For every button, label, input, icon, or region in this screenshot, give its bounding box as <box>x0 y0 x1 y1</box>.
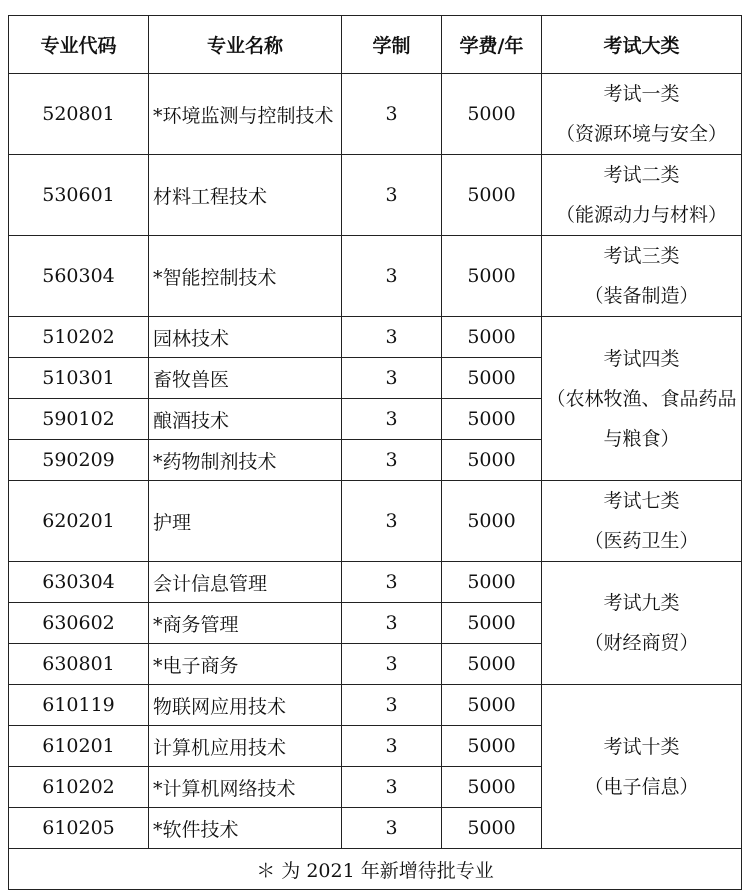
major-code: 630304 <box>9 562 149 603</box>
major-years: 3 <box>342 726 442 767</box>
exam-category <box>542 685 742 849</box>
major-fee: 5000 <box>442 481 542 562</box>
category-detail: （资源环境与安全） <box>555 123 727 145</box>
exam-category <box>542 481 742 562</box>
major-name: 计算机应用技术 <box>149 726 342 767</box>
major-fee: 5000 <box>442 236 542 317</box>
major-years: 3 <box>342 358 442 399</box>
major-code: 590102 <box>9 399 149 440</box>
major-years: 3 <box>342 562 442 603</box>
major-years: 3 <box>342 603 442 644</box>
major-years: 3 <box>342 236 442 317</box>
major-fee: 5000 <box>442 603 542 644</box>
exam-category <box>542 317 742 481</box>
header-years: 学制 <box>342 16 442 74</box>
exam-category <box>542 562 742 685</box>
major-name: *计算机网络技术 <box>149 767 342 808</box>
category-detail: （财经商贸） <box>584 632 699 654</box>
table-row <box>9 155 742 236</box>
category-detail: （装备制造） <box>584 285 699 307</box>
category-title: 考试三类 <box>603 245 680 267</box>
major-name: 护理 <box>149 481 342 562</box>
major-name: *电子商务 <box>149 644 342 685</box>
major-code: 610205 <box>9 808 149 849</box>
major-code: 620201 <box>9 481 149 562</box>
major-years: 3 <box>342 74 442 155</box>
header-code: 专业代码 <box>9 16 149 74</box>
major-years: 3 <box>342 808 442 849</box>
major-fee: 5000 <box>442 767 542 808</box>
major-years: 3 <box>342 481 442 562</box>
header-fee: 学费/年 <box>442 16 542 74</box>
major-name: *软件技术 <box>149 808 342 849</box>
major-years: 3 <box>342 644 442 685</box>
category-title: 考试四类 <box>603 347 680 370</box>
major-name: *药物制剂技术 <box>149 440 342 481</box>
table-row <box>9 317 742 358</box>
category-detail: （电子信息） <box>584 775 699 798</box>
major-years: 3 <box>342 440 442 481</box>
major-name: 会计信息管理 <box>149 562 342 603</box>
majors-table <box>8 15 742 890</box>
major-fee: 5000 <box>442 685 542 726</box>
major-code: 560304 <box>9 236 149 317</box>
major-name: *商务管理 <box>149 603 342 644</box>
major-code: 630602 <box>9 603 149 644</box>
footnote: ＊ 为 2021 年新增待批专业 <box>9 849 742 890</box>
table-row <box>9 74 742 155</box>
table-row <box>9 236 742 317</box>
category-detail: 与粮食） <box>603 427 680 450</box>
major-fee: 5000 <box>442 644 542 685</box>
major-fee: 5000 <box>442 440 542 481</box>
table-row <box>9 562 742 603</box>
major-name: 物联网应用技术 <box>149 685 342 726</box>
table-row <box>9 481 742 562</box>
major-years: 3 <box>342 399 442 440</box>
category-title: 考试九类 <box>603 592 680 614</box>
major-code: 610201 <box>9 726 149 767</box>
category-title: 考试二类 <box>603 164 680 186</box>
major-fee: 5000 <box>442 358 542 399</box>
exam-category <box>542 236 742 317</box>
major-name: *环境监测与控制技术 <box>149 74 342 155</box>
major-code: 610202 <box>9 767 149 808</box>
category-title: 考试十类 <box>603 735 680 758</box>
table-row <box>9 685 742 726</box>
category-detail: （医药卫生） <box>584 530 699 552</box>
major-code: 520801 <box>9 74 149 155</box>
major-years: 3 <box>342 317 442 358</box>
category-detail: （农林牧渔、食品药品 <box>546 387 737 410</box>
category-title: 考试一类 <box>603 83 680 105</box>
major-name: 畜牧兽医 <box>149 358 342 399</box>
header-category: 考试大类 <box>542 16 742 74</box>
header-name: 专业名称 <box>149 16 342 74</box>
major-fee: 5000 <box>442 726 542 767</box>
major-name: 园林技术 <box>149 317 342 358</box>
major-name: 酿酒技术 <box>149 399 342 440</box>
major-code: 510202 <box>9 317 149 358</box>
footnote-row <box>9 849 742 890</box>
category-title: 考试七类 <box>603 490 680 512</box>
major-fee: 5000 <box>442 74 542 155</box>
major-code: 590209 <box>9 440 149 481</box>
major-code: 530601 <box>9 155 149 236</box>
header-row <box>9 16 742 74</box>
major-years: 3 <box>342 685 442 726</box>
major-fee: 5000 <box>442 808 542 849</box>
major-years: 3 <box>342 767 442 808</box>
major-name: *智能控制技术 <box>149 236 342 317</box>
major-fee: 5000 <box>442 399 542 440</box>
major-fee: 5000 <box>442 317 542 358</box>
exam-category <box>542 155 742 236</box>
major-fee: 5000 <box>442 562 542 603</box>
major-code: 610119 <box>9 685 149 726</box>
major-fee: 5000 <box>442 155 542 236</box>
major-code: 630801 <box>9 644 149 685</box>
category-detail: （能源动力与材料） <box>555 204 727 226</box>
major-code: 510301 <box>9 358 149 399</box>
exam-category <box>542 74 742 155</box>
major-name: 材料工程技术 <box>149 155 342 236</box>
major-years: 3 <box>342 155 442 236</box>
